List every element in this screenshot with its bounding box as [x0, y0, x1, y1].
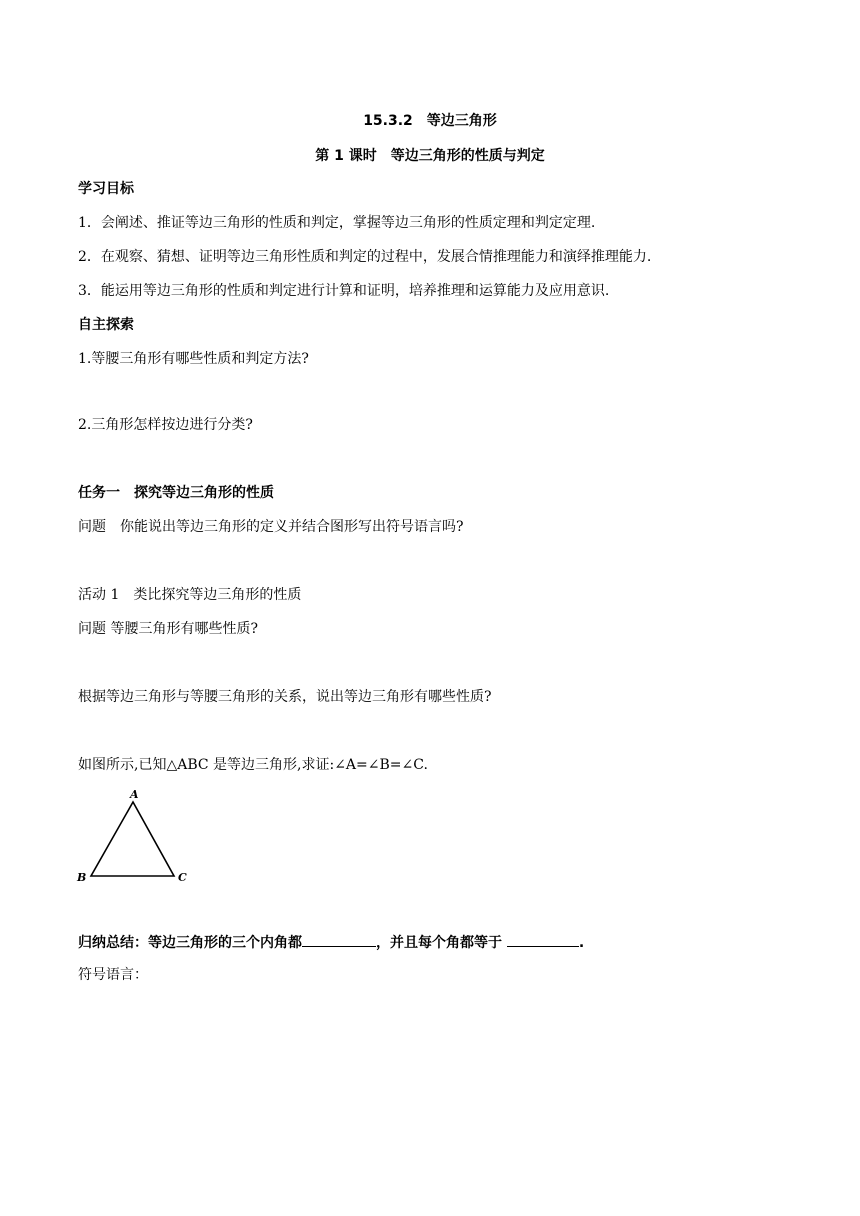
objective-item-1: 1．会阐述、推证等边三角形的性质和判定，掌握等边三角形的性质定理和判定定理. — [78, 215, 596, 231]
vertex-label-c: C — [178, 871, 187, 884]
explore-question-1: 1.等腰三角形有哪些性质和判定方法? — [78, 351, 309, 367]
summary-text-1: 归纳总结：等边三角形的三个内角都 — [78, 935, 302, 951]
explore-heading: 自主探索 — [78, 317, 134, 333]
task1-heading: 任务一 探究等边三角形的性质 — [78, 485, 274, 501]
symbol-language-label: 符号语言： — [78, 967, 148, 983]
triangle-figure — [74, 786, 194, 890]
page-subtitle: 第 1 课时 等边三角形的性质与判定 — [315, 148, 545, 164]
activity-1-title: 活动 1 类比探究等边三角形的性质 — [78, 587, 302, 603]
summary-line — [78, 932, 584, 952]
summary-blank-2[interactable] — [507, 932, 579, 947]
objective-item-2: 2．在观察、猜想、证明等边三角形性质和判定的过程中，发展合情推理能力和演绎推理能力. — [78, 249, 652, 265]
summary-blank-1[interactable] — [302, 932, 376, 947]
triangle-abc — [91, 802, 174, 876]
summary-text-2: ，并且每个角都等于 — [376, 935, 507, 951]
activity-1-question: 问题 等腰三角形有哪些性质? — [78, 621, 258, 637]
vertex-label-b: B — [77, 871, 87, 884]
page-title: 15.3.2 等边三角形 — [363, 113, 497, 129]
proof-prompt: 如图所示,已知△ABC 是等边三角形,求证:∠A=∠B=∠C. — [78, 757, 428, 773]
relation-question: 根据等边三角形与等腰三角形的关系，说出等边三角形有哪些性质? — [78, 689, 492, 705]
explore-question-2: 2.三角形怎样按边进行分类? — [78, 417, 253, 433]
objectives-heading: 学习目标 — [78, 181, 134, 197]
summary-text-3: . — [578, 935, 585, 951]
vertex-label-a: A — [130, 788, 139, 801]
objective-item-3: 3．能运用等边三角形的性质和判定进行计算和证明，培养推理和运算能力及应用意识. — [78, 283, 610, 299]
task1-question: 问题 你能说出等边三角形的定义并结合图形写出符号语言吗? — [78, 519, 464, 535]
